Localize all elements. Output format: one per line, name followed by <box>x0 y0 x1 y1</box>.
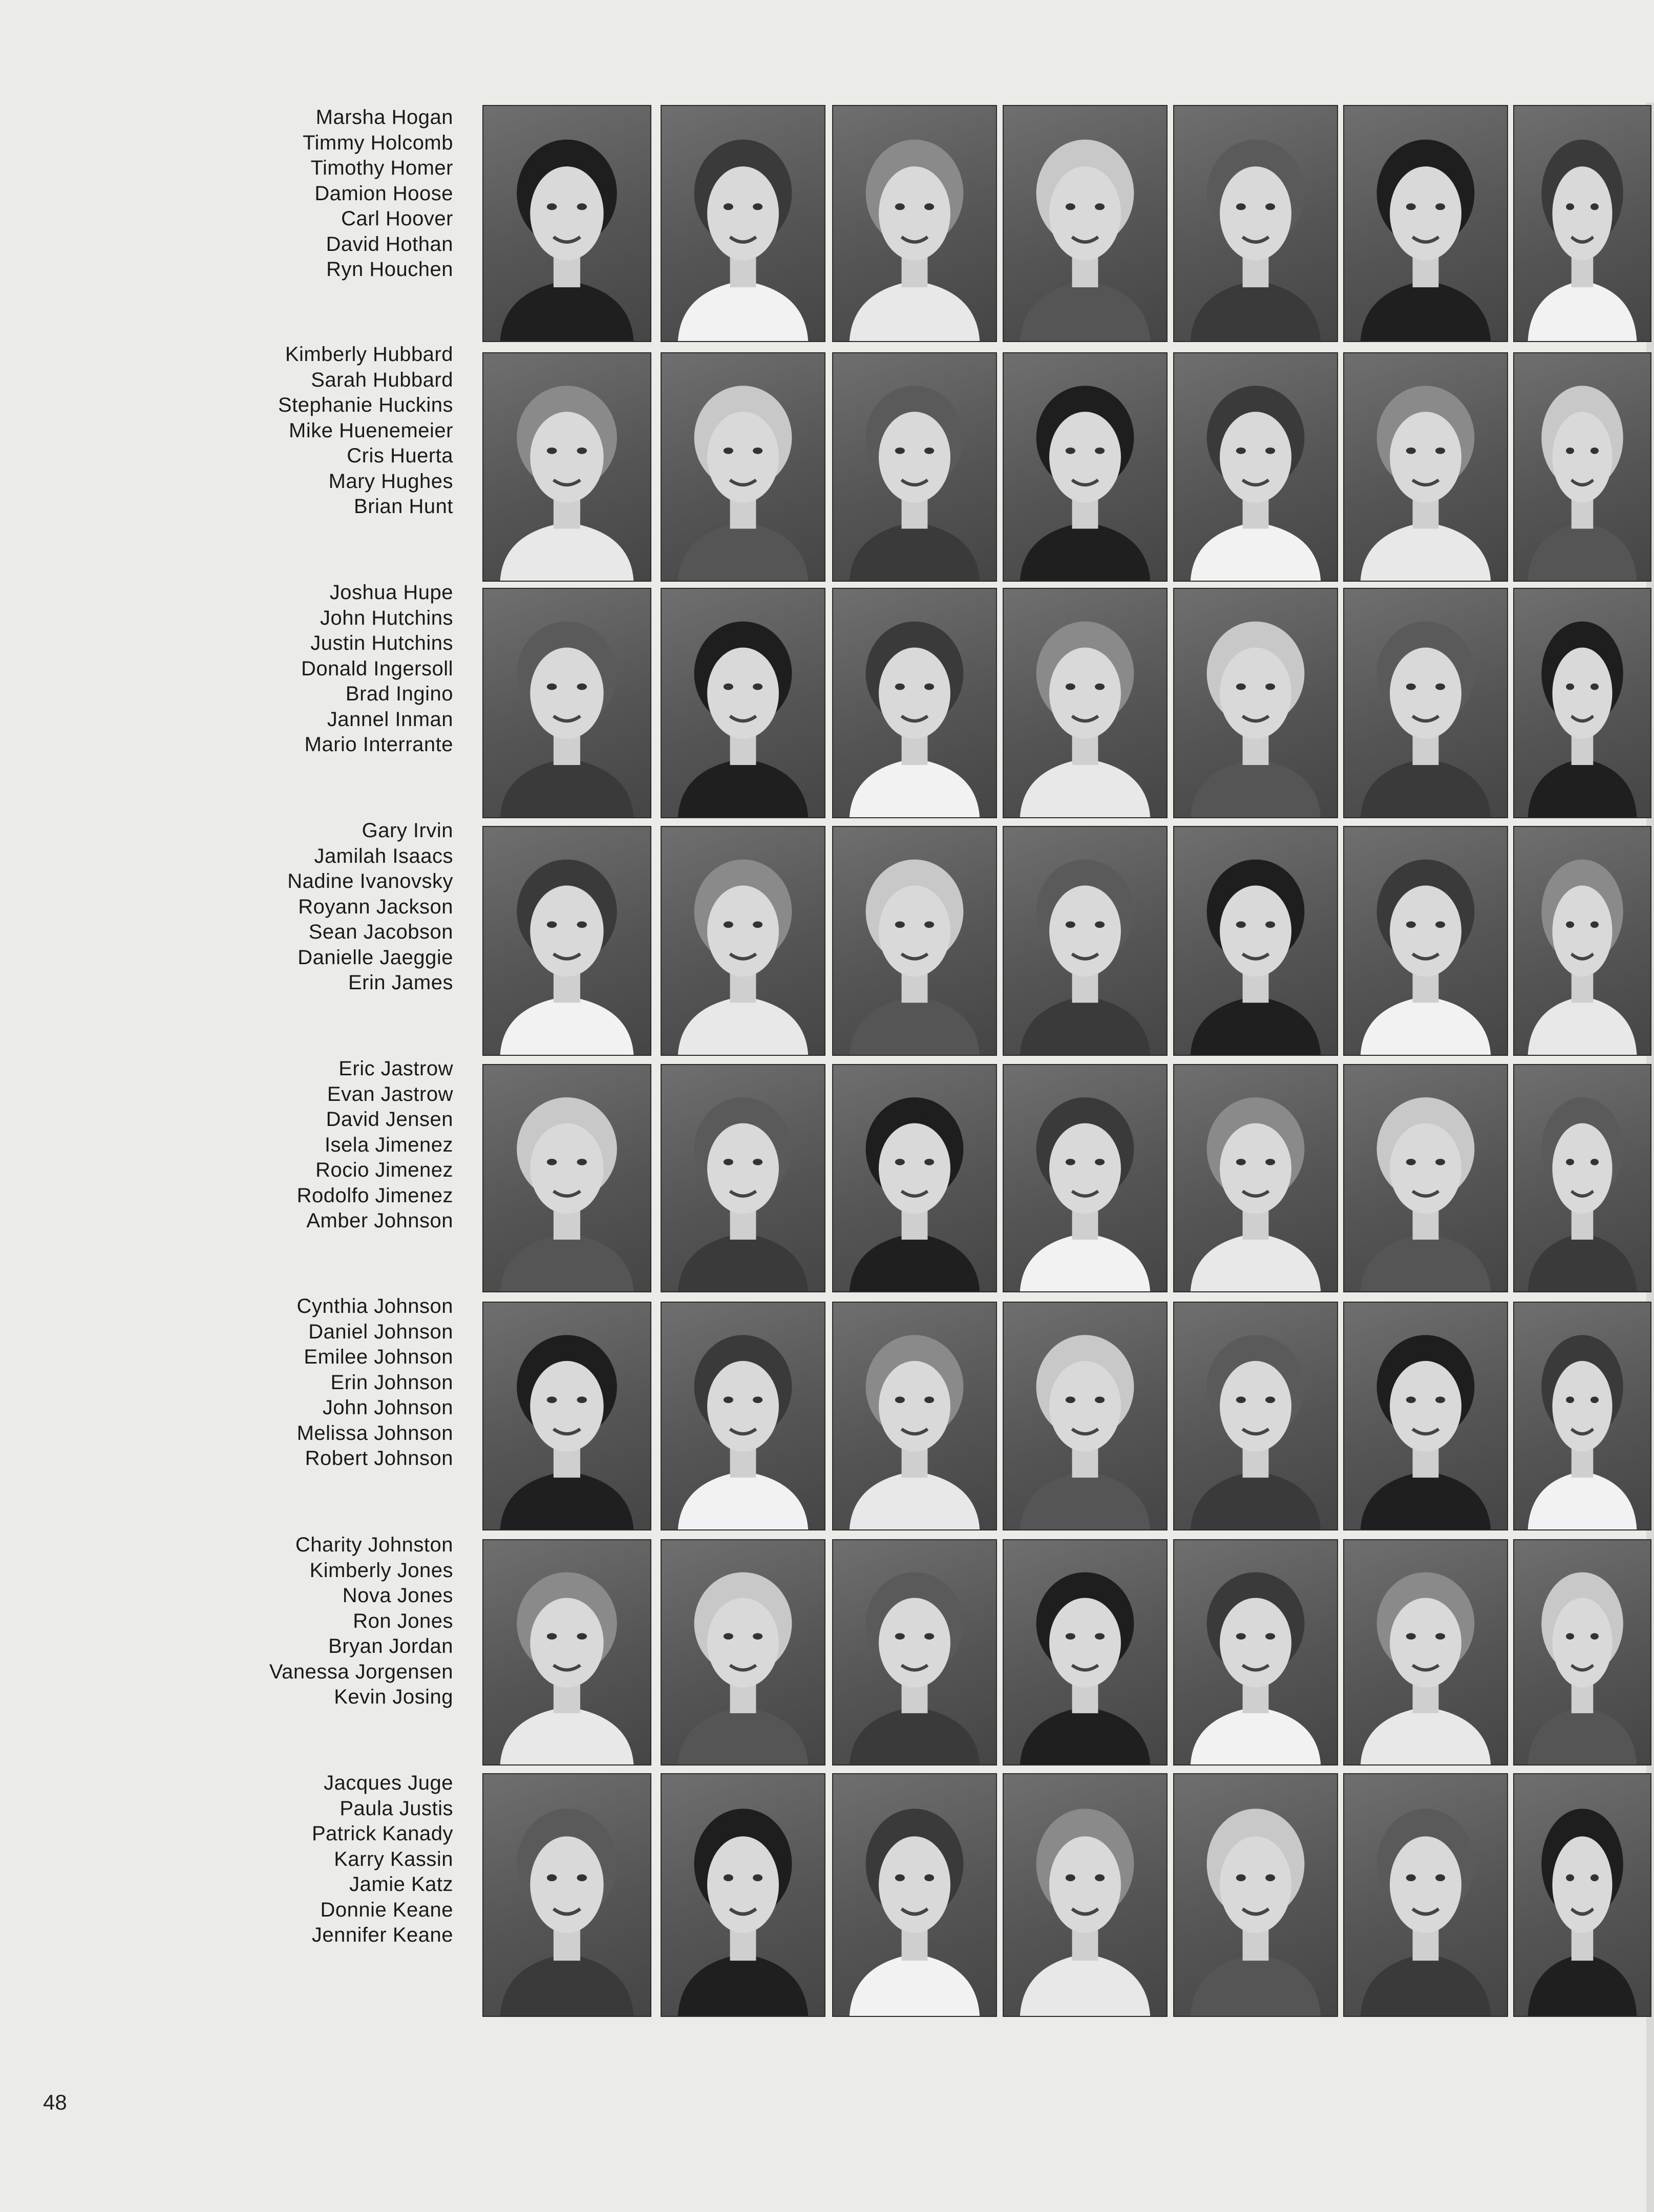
student-name: Kimberly Hubbard <box>285 343 453 366</box>
student-portrait <box>832 1539 997 1766</box>
student-name: Erin Johnson <box>330 1371 453 1394</box>
student-portrait <box>832 588 997 818</box>
student-name: Rocio Jimenez <box>315 1159 453 1181</box>
name-list <box>95 1533 453 1710</box>
student-name: Kevin Josing <box>334 1686 453 1708</box>
student-name: Donnie Keane <box>320 1898 453 1921</box>
name-list <box>95 818 453 996</box>
student-portrait <box>1003 1539 1168 1766</box>
student-portrait <box>1343 588 1508 818</box>
student-name: Royann Jackson <box>298 895 453 918</box>
student-name: Donald Ingersoll <box>301 657 453 680</box>
student-name: Timothy Homer <box>310 157 453 179</box>
student-name: Emilee Johnson <box>304 1346 453 1368</box>
student-portrait <box>1003 105 1168 342</box>
student-name: Ron Jones <box>353 1609 453 1632</box>
student-portrait <box>482 105 651 342</box>
student-name: Damion Hoose <box>314 182 453 205</box>
student-portrait <box>1513 352 1651 582</box>
student-portrait <box>1173 1064 1338 1292</box>
student-name: Cris Huerta <box>347 444 453 467</box>
name-list <box>95 105 453 283</box>
student-name: David Hothan <box>326 232 453 256</box>
student-name: Mike Huenemeier <box>289 419 453 442</box>
student-portrait <box>832 352 997 582</box>
student-name: Evan Jastrow <box>327 1082 453 1105</box>
student-portrait <box>1343 1539 1508 1766</box>
student-name: Jacques Juge <box>324 1772 453 1794</box>
student-name: Joshua Hupe <box>329 581 453 604</box>
student-portrait <box>1173 826 1338 1056</box>
student-name: John Hutchins <box>320 606 453 629</box>
student-name: Charity Johnston <box>295 1534 453 1556</box>
student-portrait <box>832 826 997 1056</box>
student-portrait <box>1343 826 1508 1056</box>
student-name: Mario Interrante <box>304 733 453 756</box>
student-portrait <box>1343 352 1508 582</box>
student-name: Robert Johnson <box>305 1447 453 1470</box>
student-name: Vanessa Jorgensen <box>269 1660 453 1683</box>
student-portrait <box>1003 1302 1168 1530</box>
student-portrait <box>1003 826 1168 1056</box>
student-portrait <box>482 1064 651 1292</box>
student-portrait <box>661 352 825 582</box>
student-portrait <box>1003 588 1168 818</box>
student-portrait <box>1343 1302 1508 1530</box>
name-list <box>95 342 453 520</box>
student-portrait <box>1173 105 1338 342</box>
student-portrait <box>482 588 651 818</box>
student-portrait <box>1003 352 1168 582</box>
student-portrait <box>1513 1539 1651 1766</box>
student-name: Sarah Hubbard <box>311 368 453 391</box>
student-portrait <box>482 1773 651 2017</box>
student-portrait <box>661 1539 825 1766</box>
student-portrait <box>1513 105 1651 342</box>
student-portrait <box>1173 1302 1338 1530</box>
student-name: Kimberly Jones <box>309 1559 453 1582</box>
student-portrait <box>661 1064 825 1292</box>
student-name: Paula Justis <box>340 1797 453 1820</box>
name-list <box>95 1294 453 1472</box>
student-portrait <box>1003 1773 1168 2017</box>
student-name: Sean Jacobson <box>308 921 453 943</box>
student-portrait <box>482 352 651 582</box>
student-name: Gary Irvin <box>362 819 453 842</box>
student-portrait <box>832 1302 997 1530</box>
student-portrait <box>832 105 997 342</box>
student-name: Karry Kassin <box>334 1847 453 1870</box>
student-name: Justin Hutchins <box>310 632 453 654</box>
student-name: Rodolfo Jimenez <box>296 1184 453 1207</box>
student-portrait <box>482 826 651 1056</box>
student-portrait <box>482 1539 651 1766</box>
student-name: Patrick Kanady <box>311 1822 453 1845</box>
student-name: Carl Hoover <box>341 207 453 230</box>
student-name: Brian Hunt <box>354 495 453 518</box>
student-portrait <box>661 1773 825 2017</box>
student-portrait <box>661 1302 825 1530</box>
student-portrait <box>1003 1064 1168 1292</box>
student-portrait <box>1513 588 1651 818</box>
student-name: Jamie Katz <box>349 1873 453 1896</box>
student-portrait <box>1513 1064 1651 1292</box>
student-name: Ryn Houchen <box>326 258 453 281</box>
student-portrait <box>1173 352 1338 582</box>
student-name: Timmy Holcomb <box>303 131 453 154</box>
student-portrait <box>1343 1773 1508 2017</box>
student-name: David Jensen <box>326 1108 453 1131</box>
student-name: Jennifer Keane <box>311 1924 453 1946</box>
student-portrait <box>832 1064 997 1292</box>
student-name: Erin James <box>348 971 453 994</box>
student-name: Jannel Inman <box>327 708 453 731</box>
student-name: Eric Jastrow <box>338 1057 453 1080</box>
student-name: Jamilah Isaacs <box>314 844 453 867</box>
student-portrait <box>661 826 825 1056</box>
student-portrait <box>482 1302 651 1530</box>
student-portrait <box>1513 1773 1651 2017</box>
student-name: Isela Jimenez <box>324 1133 453 1156</box>
student-name: Stephanie Huckins <box>278 394 453 416</box>
student-name: Cynthia Johnson <box>296 1295 453 1317</box>
name-list <box>95 1771 453 1948</box>
student-portrait <box>661 105 825 342</box>
student-portrait <box>1343 105 1508 342</box>
student-name: Marsha Hogan <box>315 106 453 129</box>
name-list <box>95 1056 453 1234</box>
student-name: Nova Jones <box>342 1584 453 1607</box>
student-name: Mary Hughes <box>328 470 453 493</box>
student-portrait <box>1173 1773 1338 2017</box>
page-number: 48 <box>43 2090 67 2114</box>
student-name: Melissa Johnson <box>296 1421 453 1444</box>
student-name: Brad Ingino <box>345 683 453 705</box>
student-name: Danielle Jaeggie <box>298 946 453 969</box>
student-portrait <box>832 1773 997 2017</box>
student-name: John Johnson <box>322 1396 453 1419</box>
student-name: Nadine Ivanovsky <box>287 870 453 892</box>
student-portrait <box>661 588 825 818</box>
student-portrait <box>1513 826 1651 1056</box>
student-portrait <box>1513 1302 1651 1530</box>
student-name: Amber Johnson <box>306 1209 453 1232</box>
student-portrait <box>1343 1064 1508 1292</box>
name-list <box>95 580 453 758</box>
student-name: Daniel Johnson <box>308 1320 453 1343</box>
student-portrait <box>1173 1539 1338 1766</box>
student-portrait <box>1173 588 1338 818</box>
student-name: Bryan Jordan <box>328 1635 453 1657</box>
